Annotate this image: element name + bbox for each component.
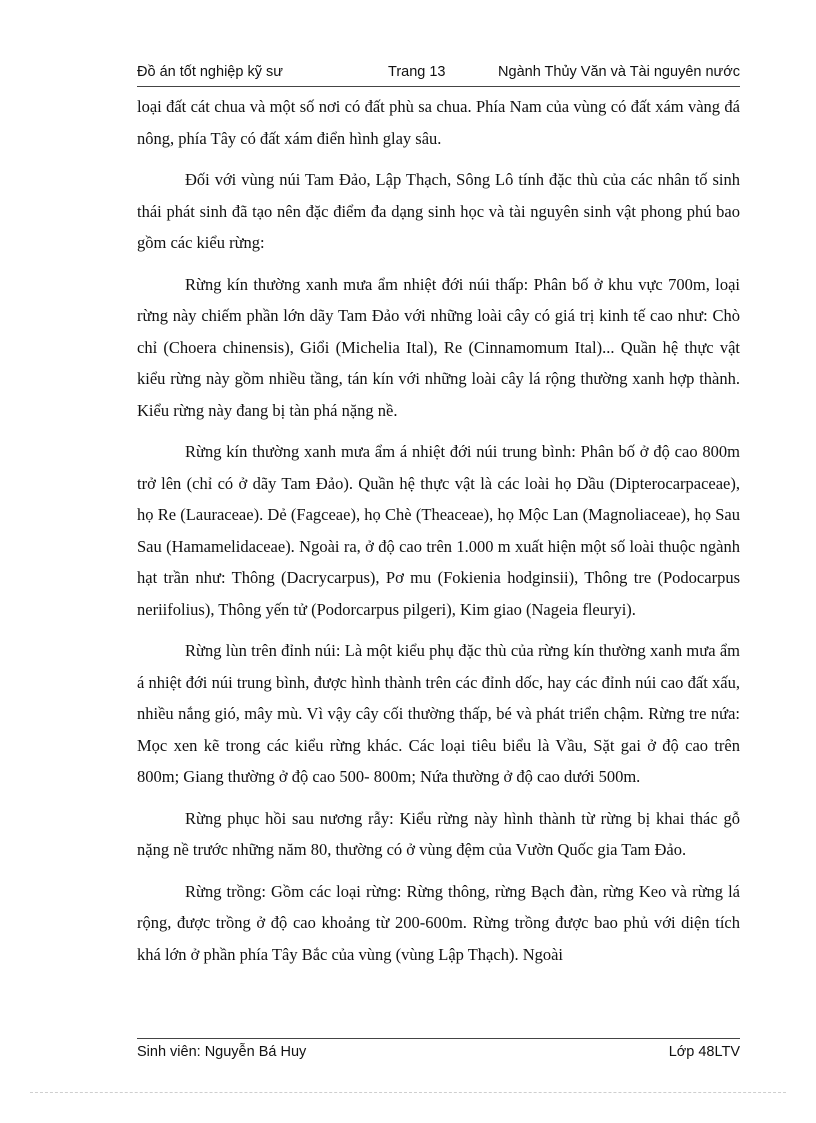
paragraph-6: Rừng phục hồi sau nương rẫy: Kiểu rừng này hình thành từ rừng bị khai thác gỗ nặng nề trước những năm 80, thường có ở vùng đệm của Vườn Quốc gia Tam Đảo.: [137, 808, 740, 859]
paragraph-5: Rừng lùn trên đỉnh núi: Là một kiểu phụ đặc thù của rừng kín thường xanh mưa ẩm á nhiệt đới núi trung bình, được hình thành trên các đỉnh dốc, hay các đỉnh núi cao đất xấu, nhiều nắng gió, mây mù. Vì vậy cây cối thường thấp, bé và phát triển chậm. Rừng tre nứa: Mọc xen kẽ trong các kiểu rừng khác. Các loại tiêu biểu là Vầu, Sặt gai ở độ cao trên 800m; Giang thường ở độ cao 500- 800m; Nứa thường ở độ cao dưới 500m.: [137, 641, 740, 786]
page-footer: [137, 1038, 740, 1063]
paragraph-4: Rừng kín thường xanh mưa ẩm á nhiệt đới núi trung bình: Phân bố ở độ cao 800m trở lên (chỉ có ở dãy Tam Đảo). Quần hệ thực vật là các loài họ Dầu (Dipterocarpaceae), họ Re (Lauraceae). Dẻ (Fagceae), họ Chè (Theaceae), họ Mộc Lan (Magnoliaceae), họ Sau Sau (Hamamelidaceae). Ngoài ra, ở độ cao trên 1.000 m xuất hiện một số loài thuộc ngành hạt trần như: Thông (Dacrycarpus), Pơ mu (Fokienia hodginsii), Thông tre (Podocarpus neriifolius), Thông yến tử (Podorcarpus pilgeri), Kim giao (Nageia fleuryi).: [137, 442, 740, 619]
body-text: [137, 91, 740, 980]
footer-class: Lớp 48LTV: [668, 1044, 740, 1060]
paragraph-2: Đối với vùng núi Tam Đảo, Lập Thạch, Sông Lô tính đặc thù của các nhân tố sinh thái phát sinh đã tạo nên đặc điểm đa dạng sinh học và tài nguyên sinh vật phong phú bao gồm các kiểu rừng:: [137, 170, 740, 252]
header-page-number: Trang 13: [388, 64, 446, 80]
page-header: [137, 64, 740, 87]
paragraph-7: Rừng trồng: Gồm các loại rừng: Rừng thông, rừng Bạch đàn, rừng Keo và rừng lá rộng, được trồng ở độ cao khoảng từ 200-600m. Rừng trồng được bao phủ với diện tích khá lớn ở phần phía Tây Bắc của vùng (vùng Lập Thạch). Ngoài: [137, 881, 740, 964]
paragraph-1: loại đất cát chua và một số nơi có đất phù sa chua. Phía Nam của vùng có đất xám vàng đá nông, phía Tây có đất xám điển hình glay sâu.: [137, 97, 740, 148]
footer-student-name: Sinh viên: Nguyễn Bá Huy: [137, 1044, 307, 1060]
header-left-text: Đồ án tốt nghiệp kỹ sư: [137, 64, 283, 80]
header-right-text: Ngành Thủy Văn và Tài nguyên nước: [498, 64, 740, 80]
page-boundary-line: [30, 1092, 786, 1093]
paragraph-3: Rừng kín thường xanh mưa ẩm nhiệt đới núi thấp: Phân bố ở khu vực 700m, loại rừng này chiếm phần lớn dãy Tam Đảo với những loài cây có giá trị kinh tế cao như: Chò chỉ (Choera chinensis), Giổi (Michelia Ital), Re (Cinnamomum Ital)... Quần hệ thực vật kiểu rừng này gồm nhiều tầng, tán kín với những loài cây lá rộng thường xanh hợp thành. Kiểu rừng này đang bị tàn phá nặng nề.: [137, 274, 740, 420]
